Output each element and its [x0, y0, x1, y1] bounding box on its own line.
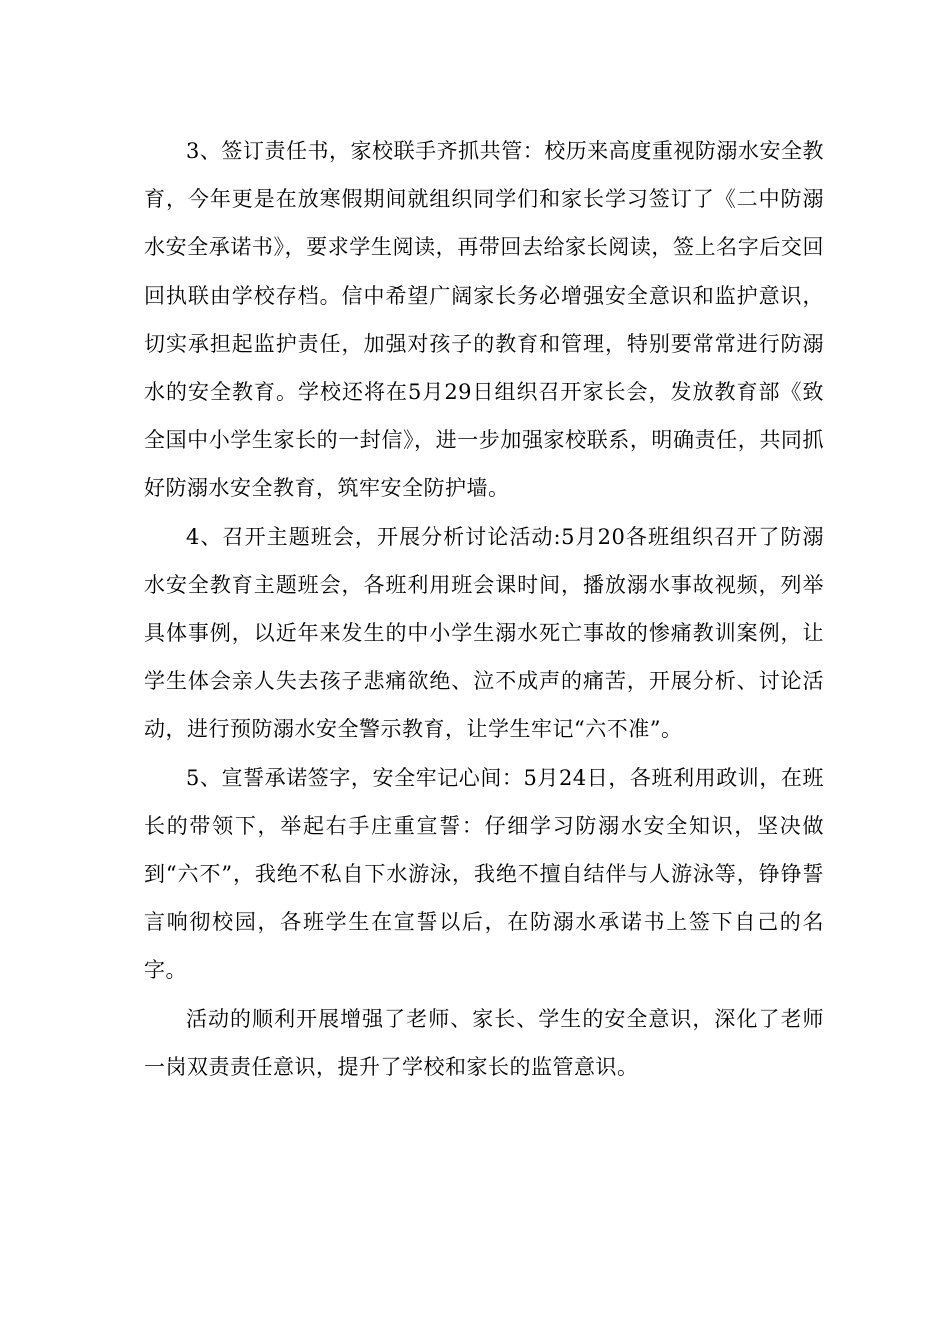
paragraph-4-class-meeting: 4、召开主题班会，开展分析讨论活动:5月20各班组织召开了防溺水安全教育主题班会，各班利用班会课时间，播放溺水事故视频，列举具体事例，以近年来发生的中小学生溺水死亡事故的惨痛教训案例，让学生体会亲人失去孩子悲痛欲绝、泣不成声的痛苦，开展分析、讨论活动，进行预防溺水安全警示教育，让学生牢记“六不准”。 — [144, 524, 824, 742]
document-body — [144, 127, 824, 1091]
paragraph-5-oath-signing: 5、宣誓承诺签字，安全牢记心间：5月24日，各班利用政训，在班长的带领下，举起右手庄重宣誓：仔细学习防溺水安全知识，坚决做到“六不”，我绝不私自下水游泳，我绝不擅自结伴与人游泳等，铮铮誓言响彻校园，各班学生在宣誓以后，在防溺水承诺书上签下自己的名字。 — [144, 765, 824, 983]
paragraph-summary: 活动的顺利开展增强了老师、家长、学生的安全意识，深化了老师一岗双责责任意识，提升了学校和家长的监管意识。 — [144, 1006, 824, 1079]
paragraph-3-responsibility-letter: 3、签订责任书，家校联手齐抓共管：校历来高度重视防溺水安全教育，今年更是在放寒假期间就组织同学们和家长学习签订了《二中防溺水安全承诺书》，要求学生阅读，再带回去给家长阅读，签上名字后交回回执联由学校存档。信中希望广阔家长务必增强安全意识和监护意识，切实承担起监护责任，加强对孩子的教育和管理，特别要常常进行防溺水的安全教育。学校还将在5月29日组织召开家长会，发放教育部《致全国中小学生家长的一封信》，进一步加强家校联系，明确责任，共同抓好防溺水安全教育，筑牢安全防护墙。 — [144, 139, 824, 501]
